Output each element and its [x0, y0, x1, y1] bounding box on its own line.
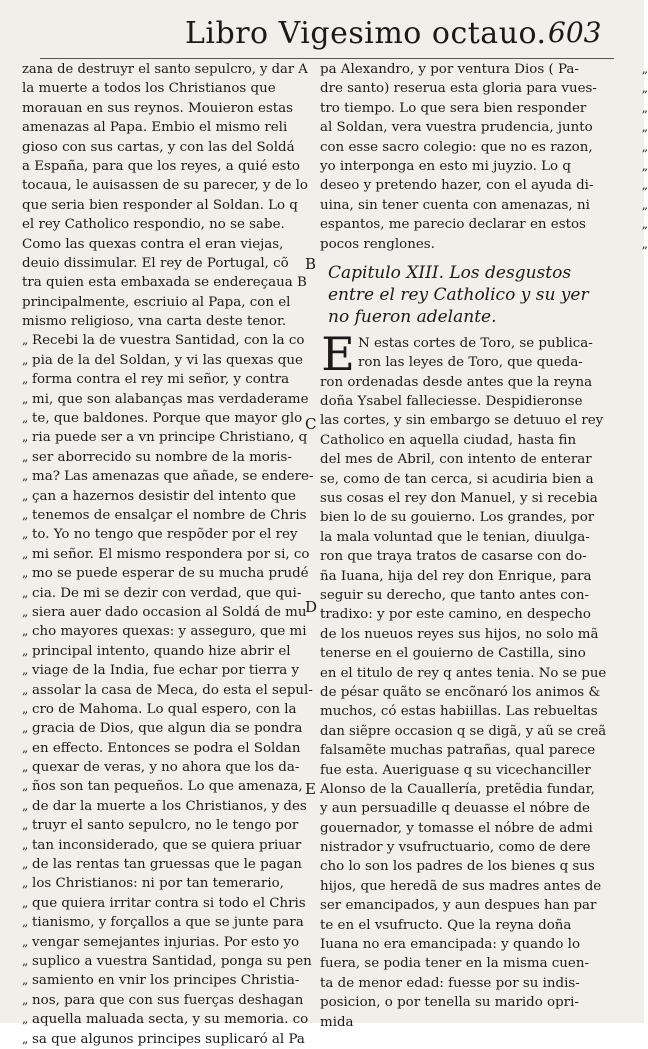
text-line: [22, 681, 322, 700]
text-line: [320, 215, 648, 234]
text-line: [22, 622, 322, 641]
text-line: [320, 644, 620, 663]
line-text: del mes de Abril, con intento de enterar: [320, 452, 592, 468]
line-text: posicion, o por tenella su marido opri-: [320, 995, 579, 1011]
text-line: [22, 99, 322, 118]
drop-cap: E: [321, 326, 355, 381]
line-text: cho lo son los padres de los bienes q sus: [320, 859, 595, 875]
text-line: [22, 564, 322, 583]
line-text: ria puede ser a vn principe Christiano, q: [32, 430, 308, 446]
chapter-heading: [328, 262, 620, 328]
text-line: [328, 262, 620, 284]
line-text: cro de Mahoma. Lo qual espero, con la: [32, 701, 297, 717]
text-line: [320, 470, 620, 489]
text-line: [22, 235, 322, 254]
left-column: [22, 60, 322, 1049]
line-text: tenerse en el gouierno de Castilla, sino: [320, 646, 586, 662]
line-text: el rey Catholico respondio, no se sabe.: [22, 217, 285, 233]
text-line: [22, 797, 322, 816]
text-line: [22, 836, 322, 855]
line-text: al Soldan, vera vuestra prudencia, junto: [320, 120, 593, 136]
text-line: [320, 567, 620, 586]
line-text: truyr el santo sepulcro, no le tengo por: [32, 818, 299, 834]
text-line: [320, 799, 620, 818]
margin-marker-e: E: [305, 780, 316, 798]
line-text: la muerte a todos los Christianos que: [22, 81, 276, 97]
text-line: [320, 528, 620, 547]
line-text: cia. De mi se dezir con verdad, que qui-: [32, 585, 302, 601]
text-line: [22, 700, 322, 719]
text-line: [320, 819, 620, 838]
line-text: gracia de Dios, que algun dia se pondra: [32, 721, 303, 737]
line-text: principalmente, escriuio al Papa, con el: [22, 294, 291, 310]
line-text: ron ordenadas desde antes que la reyna: [320, 374, 593, 390]
line-text: Catholico en aquella ciudad, hasta fin: [320, 432, 577, 448]
line-text: de pésar quãto se encõnaró los animos &: [320, 684, 601, 700]
line-text: zana de destruyr el santo sepulcro, y dar A: [22, 62, 308, 77]
line-text: mi señor. El mismo respondera por si, co: [32, 546, 310, 562]
text-line: [320, 118, 648, 137]
text-line: [320, 857, 620, 876]
text-line: [22, 254, 322, 273]
text-line: [320, 838, 620, 857]
text-line: [320, 196, 648, 215]
line-text: pia de la del Soldan, y vi las quexas que: [32, 352, 303, 368]
line-text: hijos, que heredã de sus madres antes de: [320, 878, 602, 894]
line-text: ser emancipados, y aun despues han par: [320, 898, 597, 914]
right-column: [320, 60, 648, 1032]
line-text: ser aborrecido su nombre de la moris-: [32, 449, 292, 465]
line-text: te en el vsufructo. Que la reyna doña: [320, 917, 572, 933]
quote-mark: „: [641, 100, 648, 115]
line-text: en effecto. Entonces se podra el Soldan: [32, 740, 301, 756]
text-line: [22, 467, 322, 486]
margin-marker-c: C: [305, 415, 317, 433]
text-line: [22, 351, 322, 370]
line-text: Alonso de la Cauallería, pretẽdia fundar,: [320, 781, 595, 797]
text-line: [22, 157, 322, 176]
line-text: pocos renglones.: [320, 236, 435, 252]
line-text: forma contra el rey mi señor, y contra: [32, 372, 290, 388]
line-text: morauan en sus reynos. Mouieron estas: [22, 100, 294, 116]
text-line: [320, 176, 648, 195]
quote-mark: „: [641, 197, 648, 212]
text-line: [320, 508, 620, 527]
line-text: çan a hazernos desistir del intento que: [32, 488, 296, 504]
text-line: [320, 586, 620, 605]
line-text: to. Yo no tengo que respõder por el rey: [32, 527, 298, 543]
line-text: doña Ysabel falleciesse. Despidieronse: [320, 394, 583, 410]
line-text: que seria bien responder al Soldan. Lo q: [22, 197, 298, 213]
line-text: la mala voluntad que le tenian, diuulga-: [320, 529, 590, 545]
text-line: [22, 545, 322, 564]
text-line: [22, 894, 322, 913]
text-line: [22, 331, 322, 350]
line-text: Capitulo XIII. Los desgustos: [328, 262, 572, 283]
text-line: [320, 761, 620, 780]
text-line: [320, 974, 620, 993]
text-line: [22, 370, 322, 389]
running-header: [0, 14, 644, 54]
quote-mark: „: [641, 120, 648, 135]
text-line: [320, 334, 620, 353]
text-line: [320, 489, 620, 508]
letter-continuation: [320, 60, 648, 254]
margin-marker-b: B: [305, 255, 317, 273]
line-text: se, como de tan cerca, si acudiria bien a: [320, 471, 594, 487]
line-text: N estas cortes de Toro, se publica-: [358, 335, 593, 351]
line-text: tenemos de ensalçar el nombre de Chris: [32, 507, 307, 523]
line-text: principal intento, quando hize abrir el: [32, 643, 291, 659]
line-text: vengar semejantes injurias. Por esto yo: [32, 934, 300, 950]
line-text: gioso con sus cartas, y con las del Soldá: [22, 139, 295, 155]
text-line: [320, 138, 648, 157]
line-text: y aun persuadille q deuasse el nóbre de: [320, 801, 590, 817]
line-text: assolar la casa de Meca, do esta el sepul-: [32, 682, 313, 698]
text-line: [320, 702, 620, 721]
line-text: espantos, me parecio declarar en estos: [320, 217, 586, 233]
quote-mark: „: [641, 139, 648, 154]
text-line: [320, 605, 620, 624]
text-line: [22, 138, 322, 157]
line-text: muchos, có estas habiillas. Las rebueltas: [320, 704, 598, 720]
text-line: [22, 273, 322, 292]
line-text: seguir su derecho, que tanto antes con-: [320, 587, 590, 603]
text-line: [22, 79, 322, 98]
text-line: [22, 816, 322, 835]
line-text: ron las leyes de Toro, que queda-: [358, 355, 583, 371]
line-text: suplico a vuestra Santidad, ponga su pen: [32, 953, 312, 969]
chapter-body: [320, 326, 620, 1032]
line-text: a España, para que los reyes, a quié esto: [22, 158, 300, 174]
text-line: [22, 933, 322, 952]
text-line: [320, 392, 620, 411]
text-line: [320, 896, 620, 915]
text-line: [22, 719, 322, 738]
line-text: fuera, se podia tener en la misma cuen-: [320, 956, 590, 972]
line-text: Iuana no era emancipada: y quando lo: [320, 937, 581, 953]
text-line: [320, 157, 648, 176]
running-title: Libro Vigesimo octauo.: [185, 16, 547, 51]
line-text: deseo y pretendo hazer, con el ayuda di-: [320, 178, 594, 194]
line-text: uina, sin tener cuenta con amenazas, ni: [320, 197, 590, 213]
line-text: nistrador y vsufructuario, como de dere: [320, 840, 591, 856]
line-text: tocaua, le auisassen de su parecer, y de lo: [22, 178, 308, 194]
line-text: Como las quexas contra el eran viejas,: [22, 236, 284, 252]
text-line: [328, 284, 620, 306]
line-text: Recebi la de vuestra Santidad, con la co: [32, 333, 305, 349]
line-text: ma? Las amenazas que añade, se endere-: [32, 469, 314, 485]
text-line: [22, 874, 322, 893]
text-line: [320, 877, 620, 896]
text-line: [22, 196, 322, 215]
line-text: siera auer dado occasion al Soldá de mu: [32, 604, 307, 620]
text-line: [22, 409, 322, 428]
line-text: falsamẽte muchas patrañas, qual parece: [320, 743, 596, 759]
text-line: [22, 118, 322, 137]
line-text: yo interponga en esto mi juyzio. Lo q: [320, 158, 571, 174]
text-line: [22, 525, 322, 544]
line-text: en el titulo de rey q antes tenia. No se pue: [320, 665, 607, 681]
text-line: [320, 625, 620, 644]
line-text: de dar la muerte a los Christianos, y des: [32, 798, 307, 814]
text-line: [320, 60, 648, 79]
margin-marker-d: D: [305, 598, 318, 616]
quote-mark: „: [641, 236, 648, 251]
line-text: tradixo: y por este camino, en despecho: [320, 607, 591, 623]
text-line: [22, 448, 322, 467]
line-text: fue esta. Aueriguase q su vicechanciller: [320, 762, 591, 778]
quote-mark: „: [641, 178, 648, 193]
line-text: gouernador, y tomasse el nóbre de admi: [320, 820, 593, 836]
text-line: [320, 722, 620, 741]
text-line: [320, 664, 620, 683]
text-line: [320, 1013, 620, 1032]
line-text: los Christianos: ni por tan temerario,: [32, 876, 284, 892]
text-line: [320, 916, 620, 935]
line-text: mi, que son alabanças mas verdaderame: [32, 391, 309, 407]
line-text: quexar de veras, y no ahora que los da-: [32, 760, 300, 776]
line-text: sus cosas el rey don Manuel, y si recebia: [320, 491, 598, 507]
line-text: que quiera irritar contra si todo el Chris: [32, 895, 306, 911]
line-text: con esse sacro colegio: que no es razon,: [320, 139, 593, 155]
line-text: ron que traya tratos de casarse con do-: [320, 549, 587, 565]
text-line: [320, 993, 620, 1012]
line-text: mismo religioso, vna carta deste tenor.: [22, 314, 287, 330]
text-line: [22, 1010, 322, 1029]
text-line: [22, 293, 322, 312]
text-line: [320, 683, 620, 702]
line-text: cho mayores quexas: y asseguro, que mi: [32, 624, 307, 640]
line-text: samiento en vnir los principes Christia-: [32, 973, 300, 989]
line-text: ños son tan pequeños. Lo que amenaza,: [32, 779, 303, 795]
text-line: [320, 935, 620, 954]
line-text: tan inconsiderado, que se quiera priuar: [32, 837, 302, 853]
text-line: [22, 428, 322, 447]
text-line: [320, 780, 620, 799]
line-text: deuio dissimular. El rey de Portugal, cõ: [22, 255, 289, 271]
line-text: bien lo de su gouierno. Los grandes, por: [320, 510, 595, 526]
text-line: [22, 642, 322, 661]
quote-mark: „: [641, 217, 648, 232]
text-line: [22, 661, 322, 680]
text-line: [320, 373, 620, 392]
line-text: nos, para que con sus fuerças deshagan: [32, 992, 304, 1008]
text-line: [22, 390, 322, 409]
quote-mark: „: [641, 81, 648, 96]
text-line: [320, 431, 620, 450]
line-text: te, que baldones. Porque que mayor glo: [32, 411, 303, 427]
text-line: [22, 913, 322, 932]
line-text: aquella maluada secta, y su memoria. co: [32, 1012, 309, 1028]
text-line: [320, 954, 620, 973]
line-text: tro tiempo. Lo que sera bien responder: [320, 100, 587, 116]
text-line: [320, 79, 648, 98]
text-line: [22, 584, 322, 603]
line-text: entre el rey Catholico y su yer: [328, 284, 589, 305]
line-text: de las rentas tan gruessas que le pagan: [32, 857, 302, 873]
line-text: dre santo) reserua esta gloria para vues-: [320, 81, 597, 97]
line-text: mida: [320, 1014, 354, 1030]
line-text: viage de la India, fue echar por tierra y: [32, 663, 300, 679]
quote-mark: „: [641, 158, 648, 173]
text-line: [320, 353, 620, 372]
line-text: ta de menor edad: fuesse por su indis-: [320, 975, 580, 991]
text-line: [22, 991, 322, 1010]
text-line: [328, 306, 620, 328]
text-line: [22, 176, 322, 195]
text-line: [320, 99, 648, 118]
text-line: [22, 971, 322, 990]
line-text: tra quien esta embaxada se endereçaua B: [22, 275, 307, 291]
text-line: [22, 312, 322, 331]
text-line: [22, 506, 322, 525]
text-line: [320, 547, 620, 566]
line-text: sa que algunos principes suplicaró al Pa: [32, 1031, 305, 1047]
line-text: mo se puede esperar de su mucha prudé: [32, 566, 309, 582]
text-line: [320, 411, 620, 430]
header-rule: [40, 58, 614, 59]
text-line: [22, 603, 322, 622]
text-line: [22, 758, 322, 777]
text-line: [320, 741, 620, 760]
text-line: [22, 487, 322, 506]
text-line: [22, 855, 322, 874]
line-text: las cortes, y sin embargo se detuuo el rey: [320, 413, 604, 429]
quote-mark: „: [641, 62, 648, 76]
text-line: [320, 235, 648, 254]
text-line: [22, 215, 322, 234]
text-line: [22, 777, 322, 796]
line-text: amenazas al Papa. Embio el mismo reli: [22, 120, 288, 136]
text-line: [320, 450, 620, 469]
line-text: tianismo, y forçallos a que se junte para: [32, 915, 304, 931]
line-text: ña Iuana, hija del rey don Enrique, para: [320, 568, 592, 584]
line-text: pa Alexandro, y por ventura Dios ( Pa-: [320, 62, 579, 77]
text-line: [22, 1030, 322, 1049]
text-line: [22, 952, 322, 971]
page-number: 603: [548, 16, 602, 49]
text-line: [22, 60, 322, 79]
line-text: de los nueuos reyes sus hijos, no solo mã: [320, 626, 599, 642]
line-text: dan siẽpre occasion q se digã, y aũ se creã: [320, 723, 607, 739]
text-line: [22, 739, 322, 758]
line-text: no fueron adelante.: [328, 306, 497, 327]
